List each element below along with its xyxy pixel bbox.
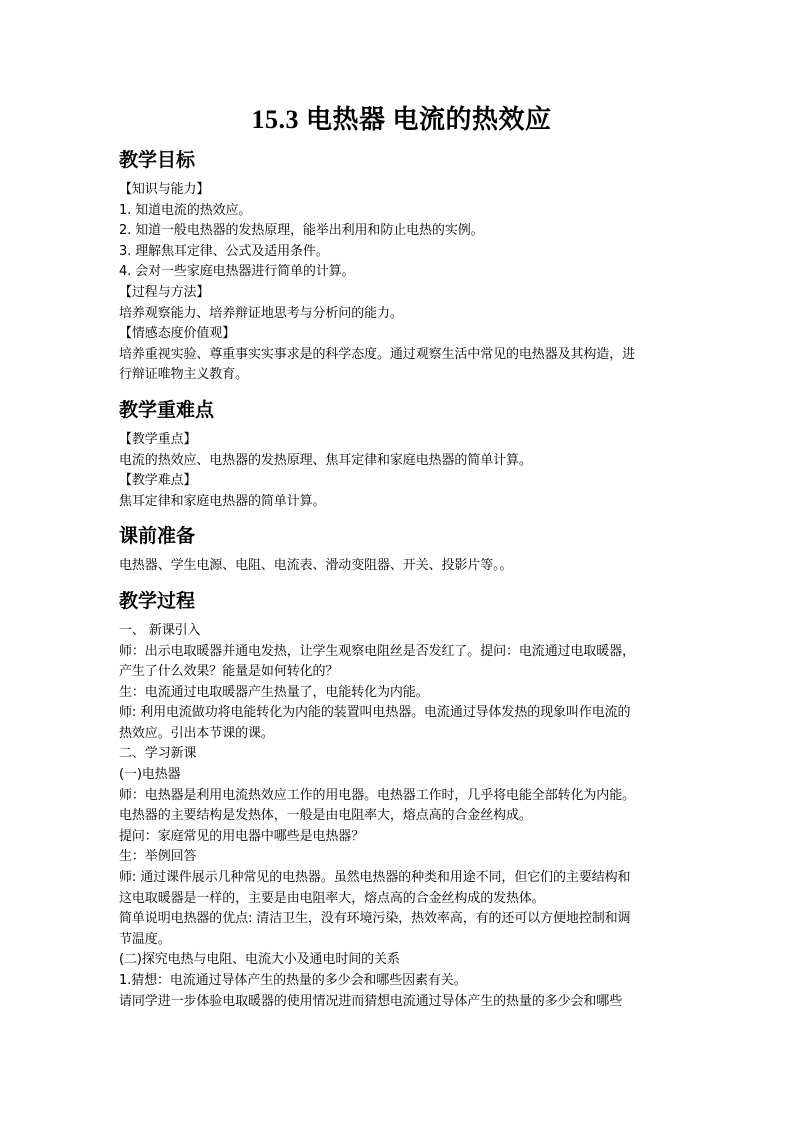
- document-page: [119, 100, 684, 1012]
- knowledge-label: 【知识与能力】: [119, 182, 210, 197]
- process-heading: 教学过程: [119, 589, 196, 612]
- process-method-text: 培养观察能力、培养辩证地思考与分析问的能力。: [119, 305, 403, 321]
- preparation-text: 电热器、学生电源、电阻、电流表、滑动变阻器、开关、投影片等。。: [119, 558, 513, 574]
- attitude-text: 培养重视实验、尊重事实实事求是的科学态度。通过观察生活中常见的电热器及其构造，进: [119, 346, 636, 362]
- process-line: 简单说明电热器的优点: 清洁卫生，没有环境污染，热效率高，有的还可以方便地控制和调: [119, 911, 631, 927]
- attitude-label: 【情感态度价值观】: [119, 326, 236, 342]
- process-line: 请同学进一步体验电取暖器的使用情况进而猜想电流通过导体产生的热量的多少会和哪些: [119, 993, 623, 1009]
- key-point-text: 电流的热效应、电热器的发热原理、焦耳定律和家庭电热器的简单计算。: [119, 452, 532, 468]
- process-line: 节温度。: [119, 931, 171, 947]
- key-point-label: 【教学重点】: [119, 431, 197, 447]
- process-line: (二)探究电热与电阻、电流大小及通电时间的关系: [119, 952, 400, 968]
- process-line: 提问：家庭常见的用电器中哪些是电热器？: [119, 828, 365, 844]
- process-line: 生：电流通过电取暖器产生热量了，电能转化为内能。: [119, 684, 429, 700]
- knowledge-item: 3. 理解焦耳定律、公式及适用条件。: [119, 243, 329, 259]
- process-line: 热效应。引出本节课的课。: [119, 725, 274, 741]
- process-line: 1.猜想：电流通过导体产生的热量的多少会和哪些因素有关。: [119, 973, 467, 988]
- process-line: 师：出示电取暖器并通电发热，让学生观察电阻丝是否发红了。提问：电流通过电取暖器，: [119, 643, 636, 659]
- difficult-point-label: 【教学难点】: [119, 473, 197, 489]
- preparation-heading: 课前准备: [119, 525, 196, 548]
- process-line: 一、 新课引入: [119, 622, 201, 638]
- process-line: 二、学习新课: [119, 746, 197, 762]
- process-line: 师: 利用电流做功将电能转化为内能的装置叫电热器。电流通过导体发热的现象叫作电流的: [119, 705, 631, 721]
- knowledge-item: 2. 知道一般电热器的发热原理，能举出利用和防止电热的实例。: [119, 223, 484, 239]
- knowledge-item: 1. 知道电流的热效应。: [119, 202, 252, 218]
- document-title: 15.3 电热器 电流的热效应: [251, 105, 552, 134]
- attitude-text: 行辩证唯物主义教育。: [119, 367, 249, 383]
- process-line: 这电取暖器是一样的，主要是由电阻率大，熔点高的合金丝构成的发热体。: [119, 890, 545, 906]
- process-line: 师: 通过课件展示几种常见的电热器。虽然电热器的种类和用途不同，但它们的主要结构和: [119, 870, 631, 886]
- objectives-heading: 教学目标: [119, 149, 196, 171]
- process-line: 电热器的主要结构是发热体，一般是由电阻率大，熔点高的合金丝构成。: [119, 808, 532, 824]
- process-line: 产生了什么效果？能量是如何转化的？: [119, 664, 339, 680]
- keypoints-heading: 教学重难点: [119, 398, 215, 421]
- process-line: (一)电热器: [119, 767, 181, 783]
- process-line: 生：举例回答: [119, 849, 197, 865]
- knowledge-item: 4. 会对一些家庭电热器进行简单的计算。: [119, 264, 355, 280]
- difficult-point-text: 焦耳定律和家庭电热器的简单计算。: [119, 493, 326, 509]
- process-line: 师：电热器是利用电流热效应工作的用电器。电热器工作时，几乎将电能全部转化为内能。: [119, 787, 636, 803]
- process-method-label: 【过程与方法】: [119, 284, 210, 300]
